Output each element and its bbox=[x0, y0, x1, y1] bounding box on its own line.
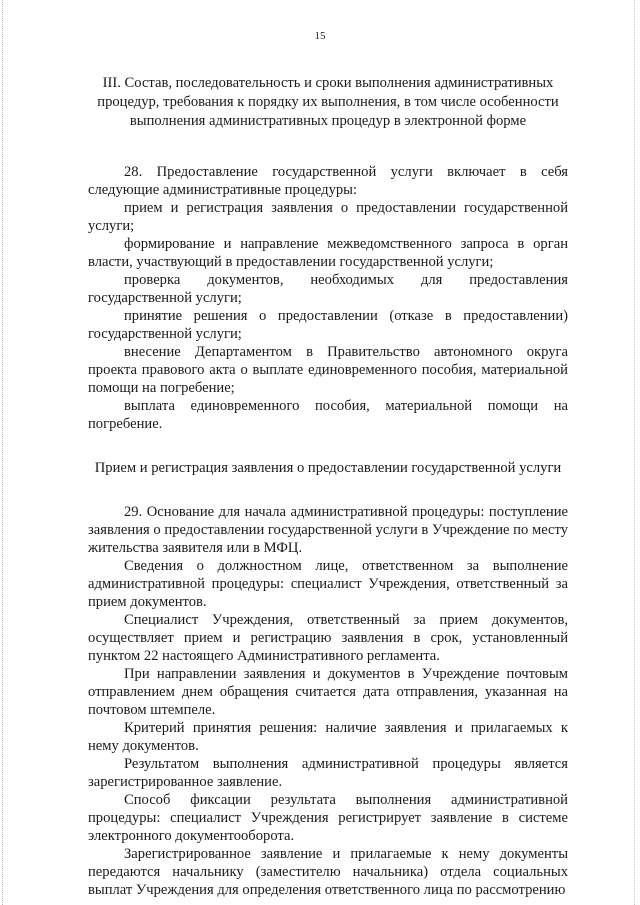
paragraph: При направлении заявления и документов в Учреждение почтовым отправлением днем обращения считается дата отправления, указанная на почтовом штемпеле. bbox=[88, 666, 568, 718]
section-title bbox=[88, 74, 568, 131]
paragraph: принятие решения о предоставлении (отказе в предоставлении) государственной услуги; bbox=[88, 308, 568, 342]
paragraph: выплата единовременного пособия, материальной помощи на погребение. bbox=[88, 398, 568, 432]
paragraph: внесение Департаментом в Правительство автономного округа проекта правового акта о выплате единовременного пособия, материальной помощи на погребение; bbox=[88, 344, 568, 396]
paragraph: Результатом выполнения административной процедуры является зарегистрированное заявление. bbox=[88, 756, 568, 790]
paragraph: Критерий принятия решения: наличие заявления и прилагаемых к нему документов. bbox=[88, 720, 568, 754]
scan-edge-right bbox=[634, 0, 636, 905]
section-title-line: III. Состав, последовательность и сроки выполнения административных bbox=[102, 75, 554, 91]
document-body bbox=[88, 74, 568, 899]
paragraph: Способ фиксации результата выполнения административной процедуры: специалист Учреждения регистрирует заявление в системе электронного документооборота. bbox=[88, 792, 568, 844]
paragraph: Зарегистрированное заявление и прилагаемые к нему документы передаются начальнику (заместителю начальника) отдела социальных выплат Учреждения для определения ответственного лица по рассмотрению bbox=[88, 846, 568, 898]
paragraph: прием и регистрация заявления о предоставлении государственной услуги; bbox=[88, 200, 568, 234]
section-title-line: процедур, требования к порядку их выполнения, в том числе особенности bbox=[97, 94, 559, 110]
page-number: 15 bbox=[314, 30, 326, 42]
paragraph: 29. Основание для начала административной процедуры: поступление заявления о предоставлении государственной услуги в Учреждение по месту жительства заявителя или в МФЦ. bbox=[88, 504, 568, 556]
subsection-heading: Прием и регистрация заявления о предоставлении государственной услуги bbox=[94, 460, 562, 476]
section-title-line: выполнения административных процедур в электронной форме bbox=[129, 113, 527, 129]
scan-edge-left bbox=[2, 0, 4, 905]
paragraph: формирование и направление межведомственного запроса в орган власти, участвующий в предоставлении государственной услуги; bbox=[88, 236, 568, 270]
paragraph: 28. Предоставление государственной услуги включает в себя следующие административные процедуры: bbox=[88, 164, 568, 198]
paragraph: проверка документов, необходимых для предоставления государственной услуги; bbox=[88, 272, 568, 306]
paragraph: Сведения о должностном лице, ответственном за выполнение административной процедуры: специалист Учреждения, ответственный за прием документов. bbox=[88, 558, 568, 610]
paragraph: Специалист Учреждения, ответственный за прием документов, осуществляет прием и регистрацию заявления в срок, установленный пунктом 22 настоящего Административного регламента. bbox=[88, 612, 568, 664]
